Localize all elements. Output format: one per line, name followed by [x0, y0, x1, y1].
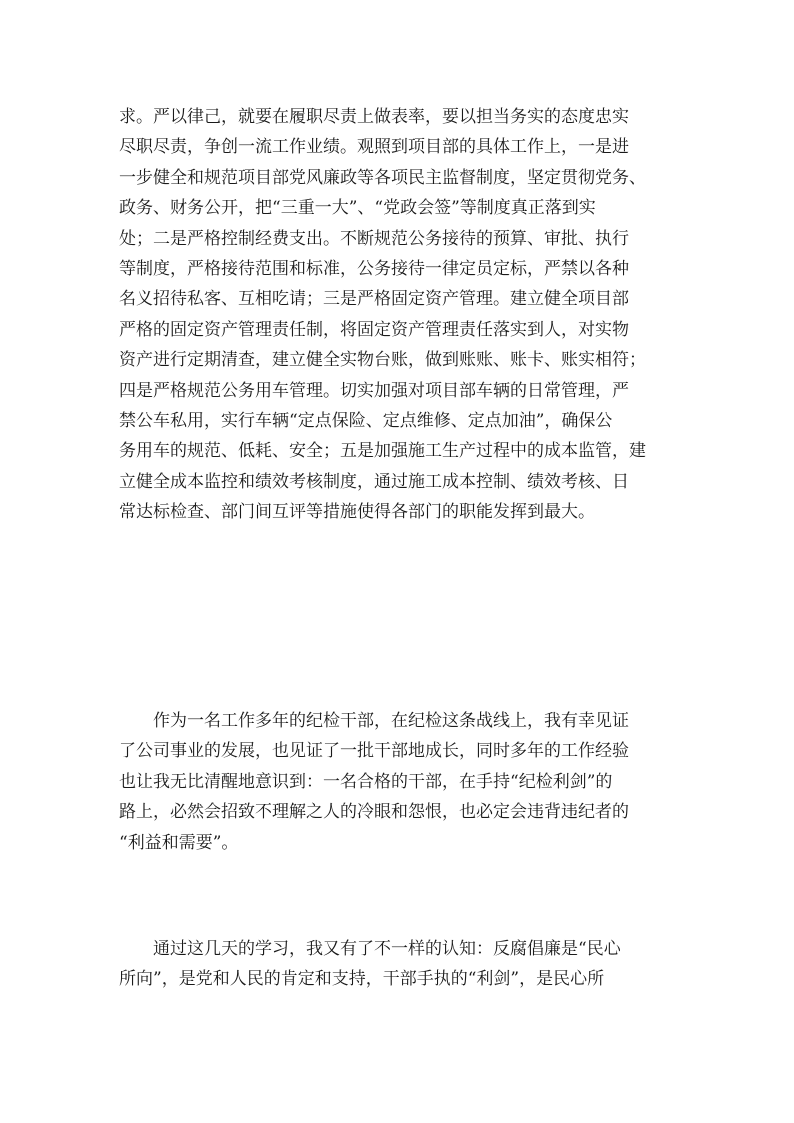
paragraph-1: [119, 102, 701, 527]
text-line: 尽职尽责，争创一流工作业绩。观照到项目部的具体工作上，一是进: [119, 137, 629, 158]
text-line: 了公司事业的发展，也见证了一批干部地成长，同时多年的工作经验: [119, 741, 629, 762]
text-line: 一步健全和规范项目部党风廉政等各项民主监督制度，坚定贯彻党务、: [119, 167, 646, 188]
text-line: 严格的固定资产管理责任制，将固定资产管理责任落实到人，对实物: [119, 319, 629, 340]
text-line: 等制度，严格接待范围和标准，公务接待一律定员定标，严禁以各种: [119, 258, 629, 279]
text-line: 通过这几天的学习，我又有了不一样的认知：反腐倡廉是“民心: [153, 939, 621, 959]
text-line: 常达标检查、部门间互评等措施使得各部门的职能发挥到最大。: [119, 502, 595, 523]
text-line: 处；二是严格控制经费支出。不断规范公务接待的预算、审批、执行: [119, 228, 629, 249]
text-line: 四是严格规范公务用车管理。切实加强对项目部车辆的日常管理，严: [119, 380, 629, 401]
text-line: 政务、财务公开，把“三重一大”、“党政会签”等制度真正落到实: [119, 198, 596, 219]
text-line: 路上，必然会招致不理解之人的冷眼和怨恨，也必定会违背违纪者的: [119, 802, 629, 823]
text-line: 资产进行定期清查，建立健全实物台账，做到账账、账卡、账实相符；: [119, 350, 646, 371]
text-line: 名义招待私客、互相吃请；三是严格固定资产管理。建立健全项目部: [119, 289, 629, 310]
text-line: “利益和需要”。: [119, 832, 239, 853]
text-line: 作为一名工作多年的纪检干部，在纪检这条战线上，我有幸见证: [153, 711, 629, 731]
text-line: 也让我无比清醒地意识到：一名合格的干部，在手持“纪检利剑”的: [119, 771, 613, 792]
paragraph-2: [119, 706, 701, 858]
text-line: 务用车的规范、低耗、安全；五是加强施工生产过程中的成本监管，建: [119, 441, 646, 462]
paragraph-3: [119, 934, 701, 995]
text-line: 所向”，是党和人民的肯定和支持，干部手执的“利剑”，是民心所: [119, 969, 605, 990]
text-line: 禁公车私用，实行车辆“定点保险、定点维修、定点加油”，确保公: [119, 410, 613, 431]
text-line: 立健全成本监控和绩效考核制度，通过施工成本控制、绩效考核、日: [119, 471, 629, 492]
text-line: 求。严以律己，就要在履职尽责上做表率，要以担当务实的态度忠实: [119, 107, 629, 127]
